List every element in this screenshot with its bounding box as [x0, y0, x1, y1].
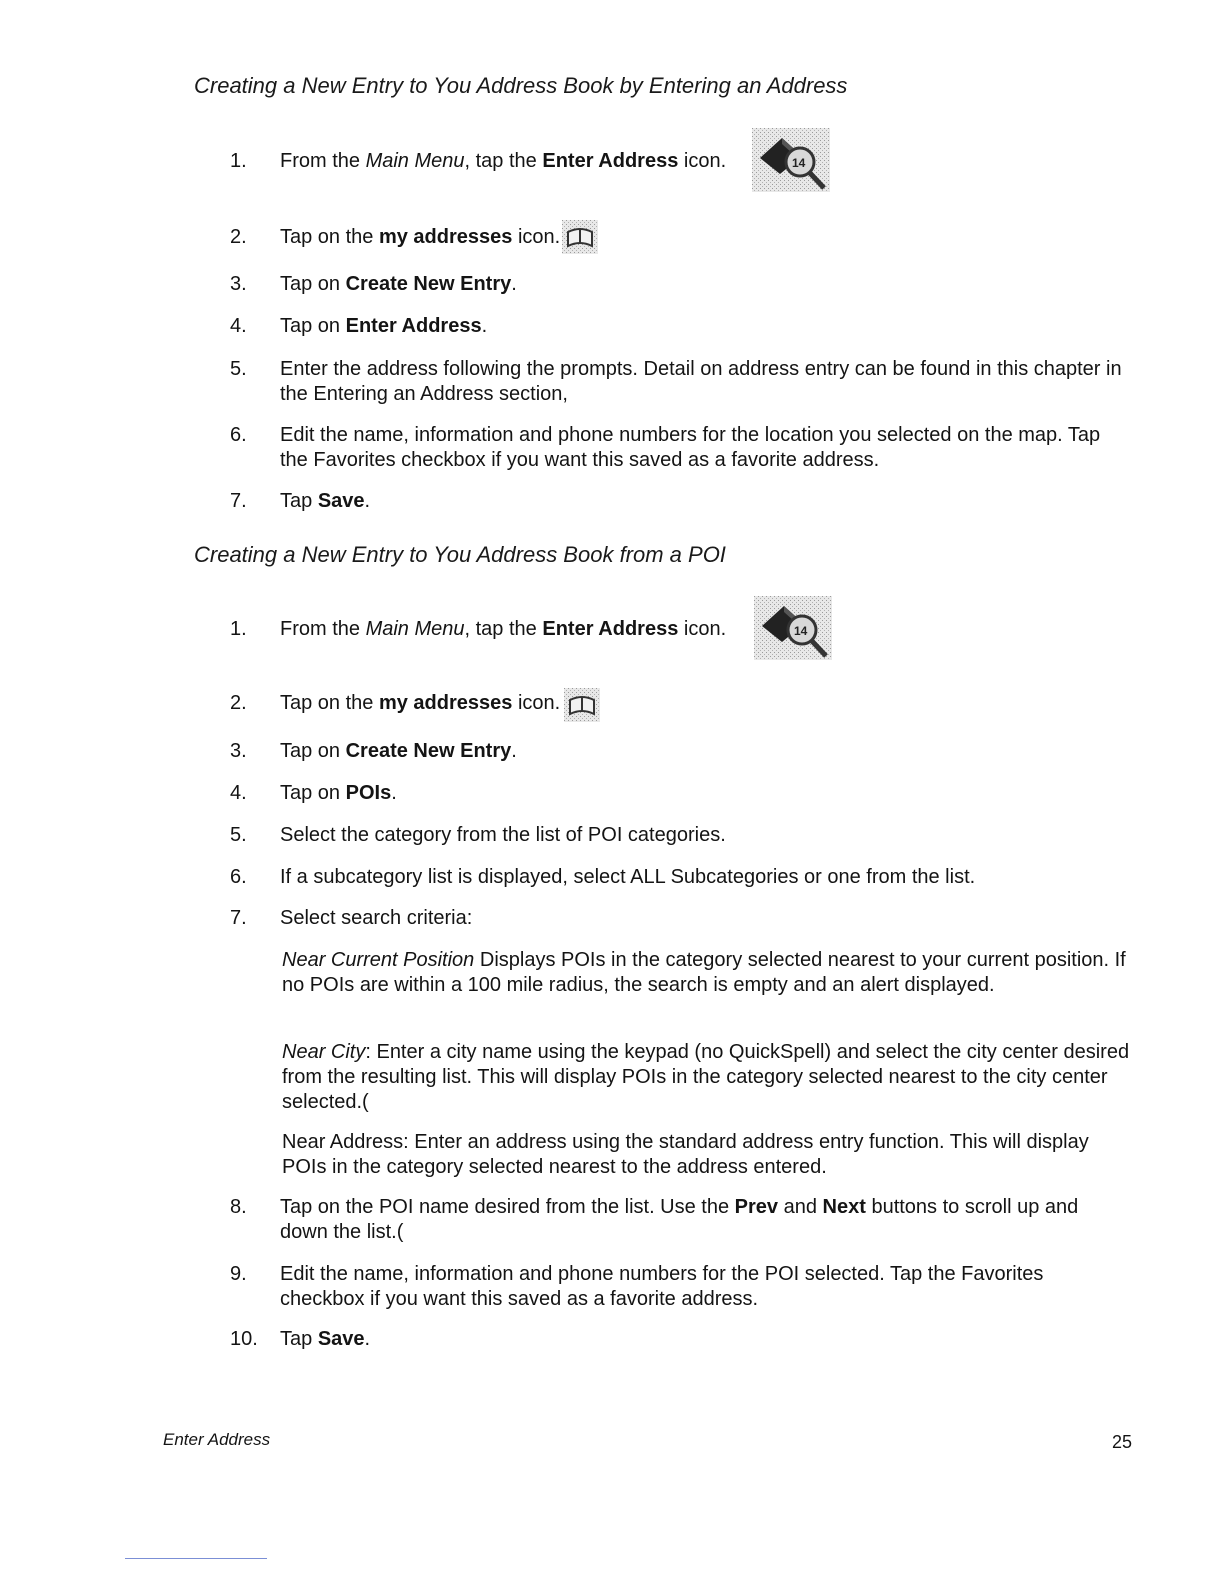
svg-text:14: 14 [792, 156, 806, 170]
page-number: 25 [1112, 1432, 1133, 1452]
document-page: Creating a New Entry to You Address Book by Entering an Address 1. From the Main Menu, tap the Enter Address icon. 14 2. Tap on the my addresses icon. 3. Tap on Create New Entry. 4. Tap on Enter Address. 5. Enter the address following the prompts. Detail on address entry can be found in this chapter in the Entering an Address section, 6. Edit the name, information and phone numbers for the location you selected on the map. Tap the Favorites checkbox if you want this saved as a favorite address. 7. Tap Save. Creating a New Entry to You Address Book from a POI 1. From the Main Menu, tap the Enter Address icon. 14 2. Tap on the my addresses icon. 3. Tap on Create New Entry. 4. Tap on POIs. 5. Select the category from the list of POI categories. 6. If a subcategory list is displayed, select ALL Subcategories or one from the list. 7. Select search criteria: Near Current Position Displays POIs in the category selected nearest to your current position. If no POIs are within a 100 mile radius, the search is empty and an alert displayed. Near City: Enter a city name using the keypad (no QuickSpell) and select the city center desired from the resulting list. This will display POIs in the category selected nearest to the city center selected.( Near Address: Enter an address using the standard address entry function. This will display POIs in the category selected nearest to the address entered. 8. Tap on the POI name desired from the list. Use the Prev and Next buttons to scroll up and down the list.( 9. Edit the name, information and phone numbers for the POI selected. Tap the Favorites checkbox if you want this saved as a favorite address. 10. Tap Save. Enter Address 25 [0, 0, 1224, 1584]
footer-chapter: Enter Address [163, 1430, 271, 1449]
section-title-enter-address: Creating a New Entry to You Address Book by Entering an Address [194, 73, 848, 98]
section-title-from-poi: Creating a New Entry to You Address Book from a POI [194, 542, 726, 567]
enter-address-icon [754, 596, 832, 660]
enter-address-icon [752, 128, 830, 192]
criteria-near-current-position: Near Current Position Displays POIs in the category selected nearest to your current position. If no POIs are within a 100 mile radius, the search is empty and an alert displayed. [282, 949, 1126, 996]
my-addresses-icon [564, 688, 600, 722]
criteria-near-city: Near City: Enter a city name using the keypad (no QuickSpell) and select the city center desired from the resulting list. This will display POIs in the category selected nearest to the city center selected.( [282, 1041, 1130, 1113]
my-addresses-icon [562, 220, 598, 254]
criteria-near-address: Near Address: Enter an address using the standard address entry function. This will display POIs in the category selected nearest to the address entered. [282, 1131, 1089, 1178]
footer-divider [125, 1558, 267, 1559]
svg-text:14: 14 [794, 624, 808, 638]
